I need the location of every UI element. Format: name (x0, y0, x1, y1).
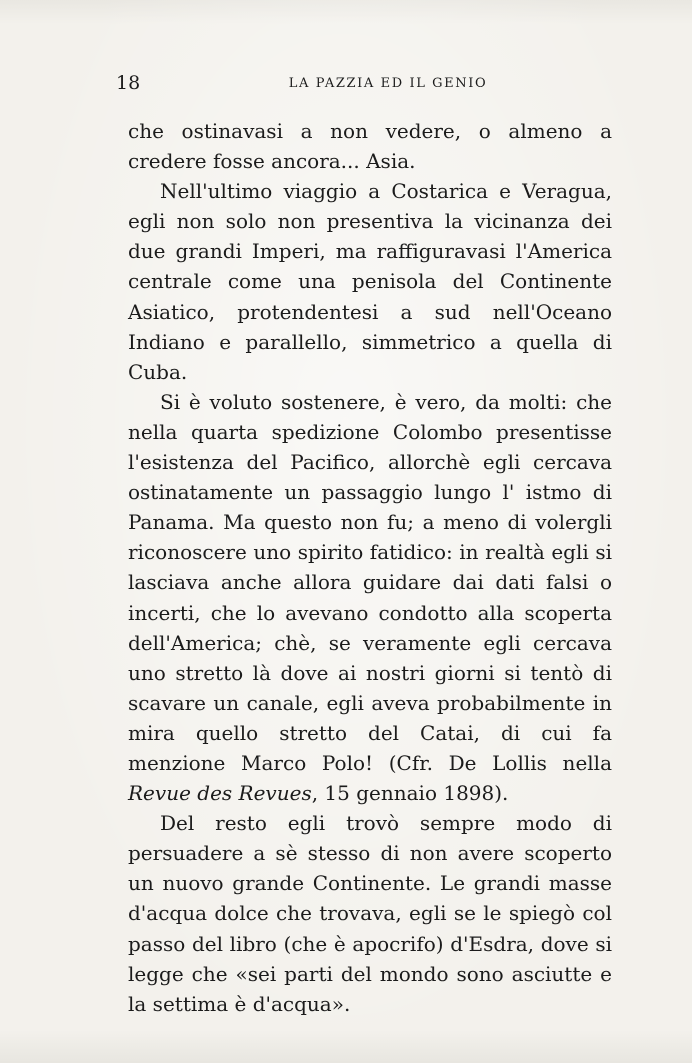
paragraph-continuation: che ostinavasi a non vedere, o almeno a credere fosse ancora... Asia. (128, 119, 612, 174)
running-head (116, 72, 616, 94)
journal-title: Revue des Revues (128, 781, 312, 806)
page-number: 18 (116, 72, 141, 94)
paragraph-fourth-expedition (128, 387, 612, 808)
paragraph-text-after: , 15 gennaio 1898). (311, 781, 509, 806)
paragraph-esdra: Del resto egli trovò sempre modo di persuadere a sè stesso di non avere scoperto un nuovo grande Continente. Le grandi masse d'acqua dolce che trovava, egli se le spiegò col passo del libro (che è apocrifo) d'Esdra, dove si legge che «sei parti del mondo sono asciutte e la settima è d'acqua». (128, 811, 612, 1016)
running-title: LA PAZZIA ED IL GENIO (288, 76, 488, 91)
paragraph-text-before: Si è voluto sostenere, è vero, da molti: che nella quarta spedizione Colombo presentisse l'esistenza del Pacifico, allorchè egli cercava ostinatamente un passaggio lungo l' istmo di Panama. Ma questo non fu; a meno di volergli riconoscere uno spirito fatidico: in realtà egli si lasciava anche allora guidare dai dati falsi o incerti, che lo avevano condotto alla scoperta dell'America; chè, se veramente egli cercava uno stretto là dove ai nostri giorni si tentò di scavare un canale, egli aveva probabilmente in mira quello stretto del Catai, di cui fa menzione Marco Polo! (Cfr. De Lollis nella (128, 389, 612, 775)
body-text (128, 116, 612, 1019)
paragraph-last-voyage: Nell'ultimo viaggio a Costarica e Veragua, egli non solo non presentiva la vicinanza dei due grandi Imperi, ma raffiguravasi l'America centrale come una penisola del Continente Asiatico, protendentesi a sud nell'Oceano Indiano e parallello, simmetrico a quella di Cuba. (128, 179, 612, 384)
